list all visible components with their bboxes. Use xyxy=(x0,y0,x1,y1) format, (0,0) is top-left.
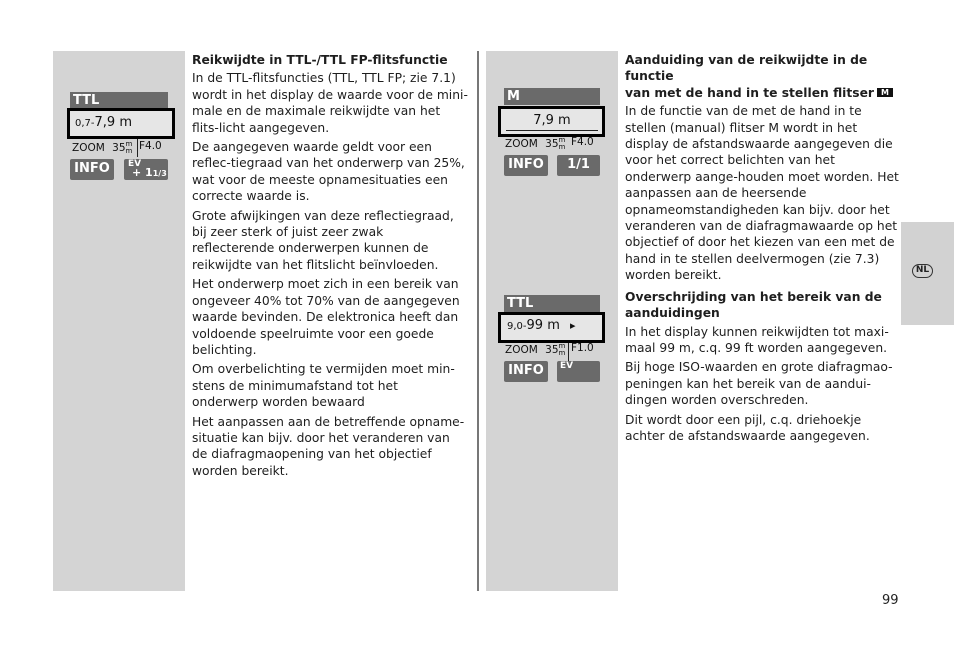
left-paragraph: Om overbelichting te vermijden moet min-stens de minimumafstand tot het onderwerp worden bewaard xyxy=(192,362,455,410)
range-indicator-line xyxy=(137,139,138,157)
overflow-zoom-readout xyxy=(505,343,565,357)
range-display-box xyxy=(67,108,175,139)
range-max: 99 m xyxy=(526,318,560,333)
left-paragraph: De aangegeven waarde geldt voor een reflec-tiegraad van het onderwerp van 25%, wat voor de meeste opnamesituaties een correcte waarde is. xyxy=(192,140,465,204)
left-paragraph: Het onderwerp moet zich in een bereik van ongeveer 40% tot 70% van de aangegeven waarde bevinden. De elektronica heeft dan voldoende speelruimte voor een goede belichting. xyxy=(192,277,460,357)
info-button[interactable]: INFO xyxy=(70,159,114,180)
ev-value: + 11/3 xyxy=(132,166,167,179)
ev-label: EV xyxy=(128,159,142,169)
zoom-unit-top: m xyxy=(125,140,133,148)
manual-range-field: 7,9 m xyxy=(506,111,598,131)
range-min: 0,7- xyxy=(75,118,95,129)
range-readout xyxy=(75,115,132,130)
ev-button[interactable] xyxy=(124,159,168,180)
manual-range-box xyxy=(498,106,605,137)
aperture-readout: F4.0 xyxy=(139,140,162,152)
zoom-value: 35 xyxy=(545,344,559,356)
zoom-label: ZOOM xyxy=(505,344,538,356)
overflow-mode-header: TTL xyxy=(504,295,600,312)
overflow-indicator-line xyxy=(568,343,569,361)
overflow-aperture-readout: F1.0 xyxy=(571,342,594,354)
left-heading: Reikwijdte in TTL-/TTL FP-flitsfunctie xyxy=(192,53,448,67)
manual-aperture-readout: F4.0 xyxy=(571,136,594,148)
right-heading-line1: Aanduiding van de reikwijdte in de functie xyxy=(625,53,868,84)
overflow-info-button[interactable]: INFO xyxy=(504,361,548,382)
zoom-unit-top: m xyxy=(558,136,566,144)
overflow-arrow-icon: ▸ xyxy=(570,319,576,332)
zoom-value: 35 xyxy=(112,142,126,154)
left-paragraph: Grote afwijkingen van deze reflectiegraad, bij zeer sterk of juist zeer zwak reflecterende onderwerpen kunnen de reikwijdte van het flitslicht beïnvloeden. xyxy=(192,208,454,272)
zoom-unit-bottom: m xyxy=(558,349,566,357)
overflow-ev-button[interactable] xyxy=(557,361,600,382)
power-level-button[interactable]: 1/1 xyxy=(557,155,600,176)
language-side-tab[interactable] xyxy=(901,222,954,325)
manual-zoom-readout xyxy=(505,137,565,151)
zoom-unit-top: m xyxy=(558,342,566,350)
right-paragraph: Bij hoge ISO-waarden en grote diafragmao-peningen kan het bereik van de aandui-dingen worden overschreden. xyxy=(625,360,893,408)
manual-mode-badge: M xyxy=(877,88,893,97)
zoom-unit-bottom: m xyxy=(125,147,133,155)
zoom-value: 35 xyxy=(545,138,559,150)
right-paragraph: Dit wordt door een pijl, c.q. driehoekje achter de afstandswaarde aangegeven. xyxy=(625,412,870,443)
overflow-range-box xyxy=(498,312,605,343)
overflow-range-readout xyxy=(507,318,576,333)
ttl-mode-header: TTL xyxy=(70,92,168,109)
right-text-column xyxy=(625,52,901,447)
manual-mode-header: M xyxy=(504,88,600,105)
right-heading-line2: van met de hand in te stellen flitser xyxy=(625,85,874,100)
zoom-label: ZOOM xyxy=(505,138,538,150)
left-text-column xyxy=(192,52,468,482)
zoom-unit-bottom: m xyxy=(558,143,566,151)
zoom-label: ZOOM xyxy=(72,142,105,154)
right-subheading: Overschrijding van het bereik van de aanduidingen xyxy=(625,289,882,321)
range-max: 7,9 m xyxy=(94,115,132,130)
manual-info-button[interactable]: INFO xyxy=(504,155,548,176)
column-divider xyxy=(477,51,479,591)
left-paragraph: Het aanpassen aan de betreffende opname-situatie kan bijv. door het veranderen van de diafragmaopening van het objectief worden bereikt. xyxy=(192,414,465,478)
language-badge: NL xyxy=(912,264,933,278)
right-paragraph: In het display kunnen reikwijdten tot maxi-maal 99 m, c.q. 99 ft worden aangegeven. xyxy=(625,324,889,355)
range-min: 9,0- xyxy=(507,321,527,332)
right-paragraph: In de functie van de met de hand in te stellen (manual) flitser M wordt in het display de afstandswaarde aangegeven die voor het correct belichten van het onderwerp aange-houden moet worden. Het aanpassen aan de heersende opnameomstandigheden kan bijv. door het veranderen van de diafragmawaarde op het objectief of door het kiezen van een met de hand in te stellen deelvermogen (zie 7.3) worden bereikt. xyxy=(625,104,899,283)
left-paragraph: In de TTL-flitsfuncties (TTL, TTL FP; zie 7.1) wordt in het display de waarde voor de mini-male en de maximale reikwijdte van het flits-licht aangegeven. xyxy=(192,71,468,135)
ev-label: EV xyxy=(560,361,574,371)
zoom-readout xyxy=(72,141,132,155)
right-heading xyxy=(625,52,901,101)
page-number: 99 xyxy=(882,593,899,608)
